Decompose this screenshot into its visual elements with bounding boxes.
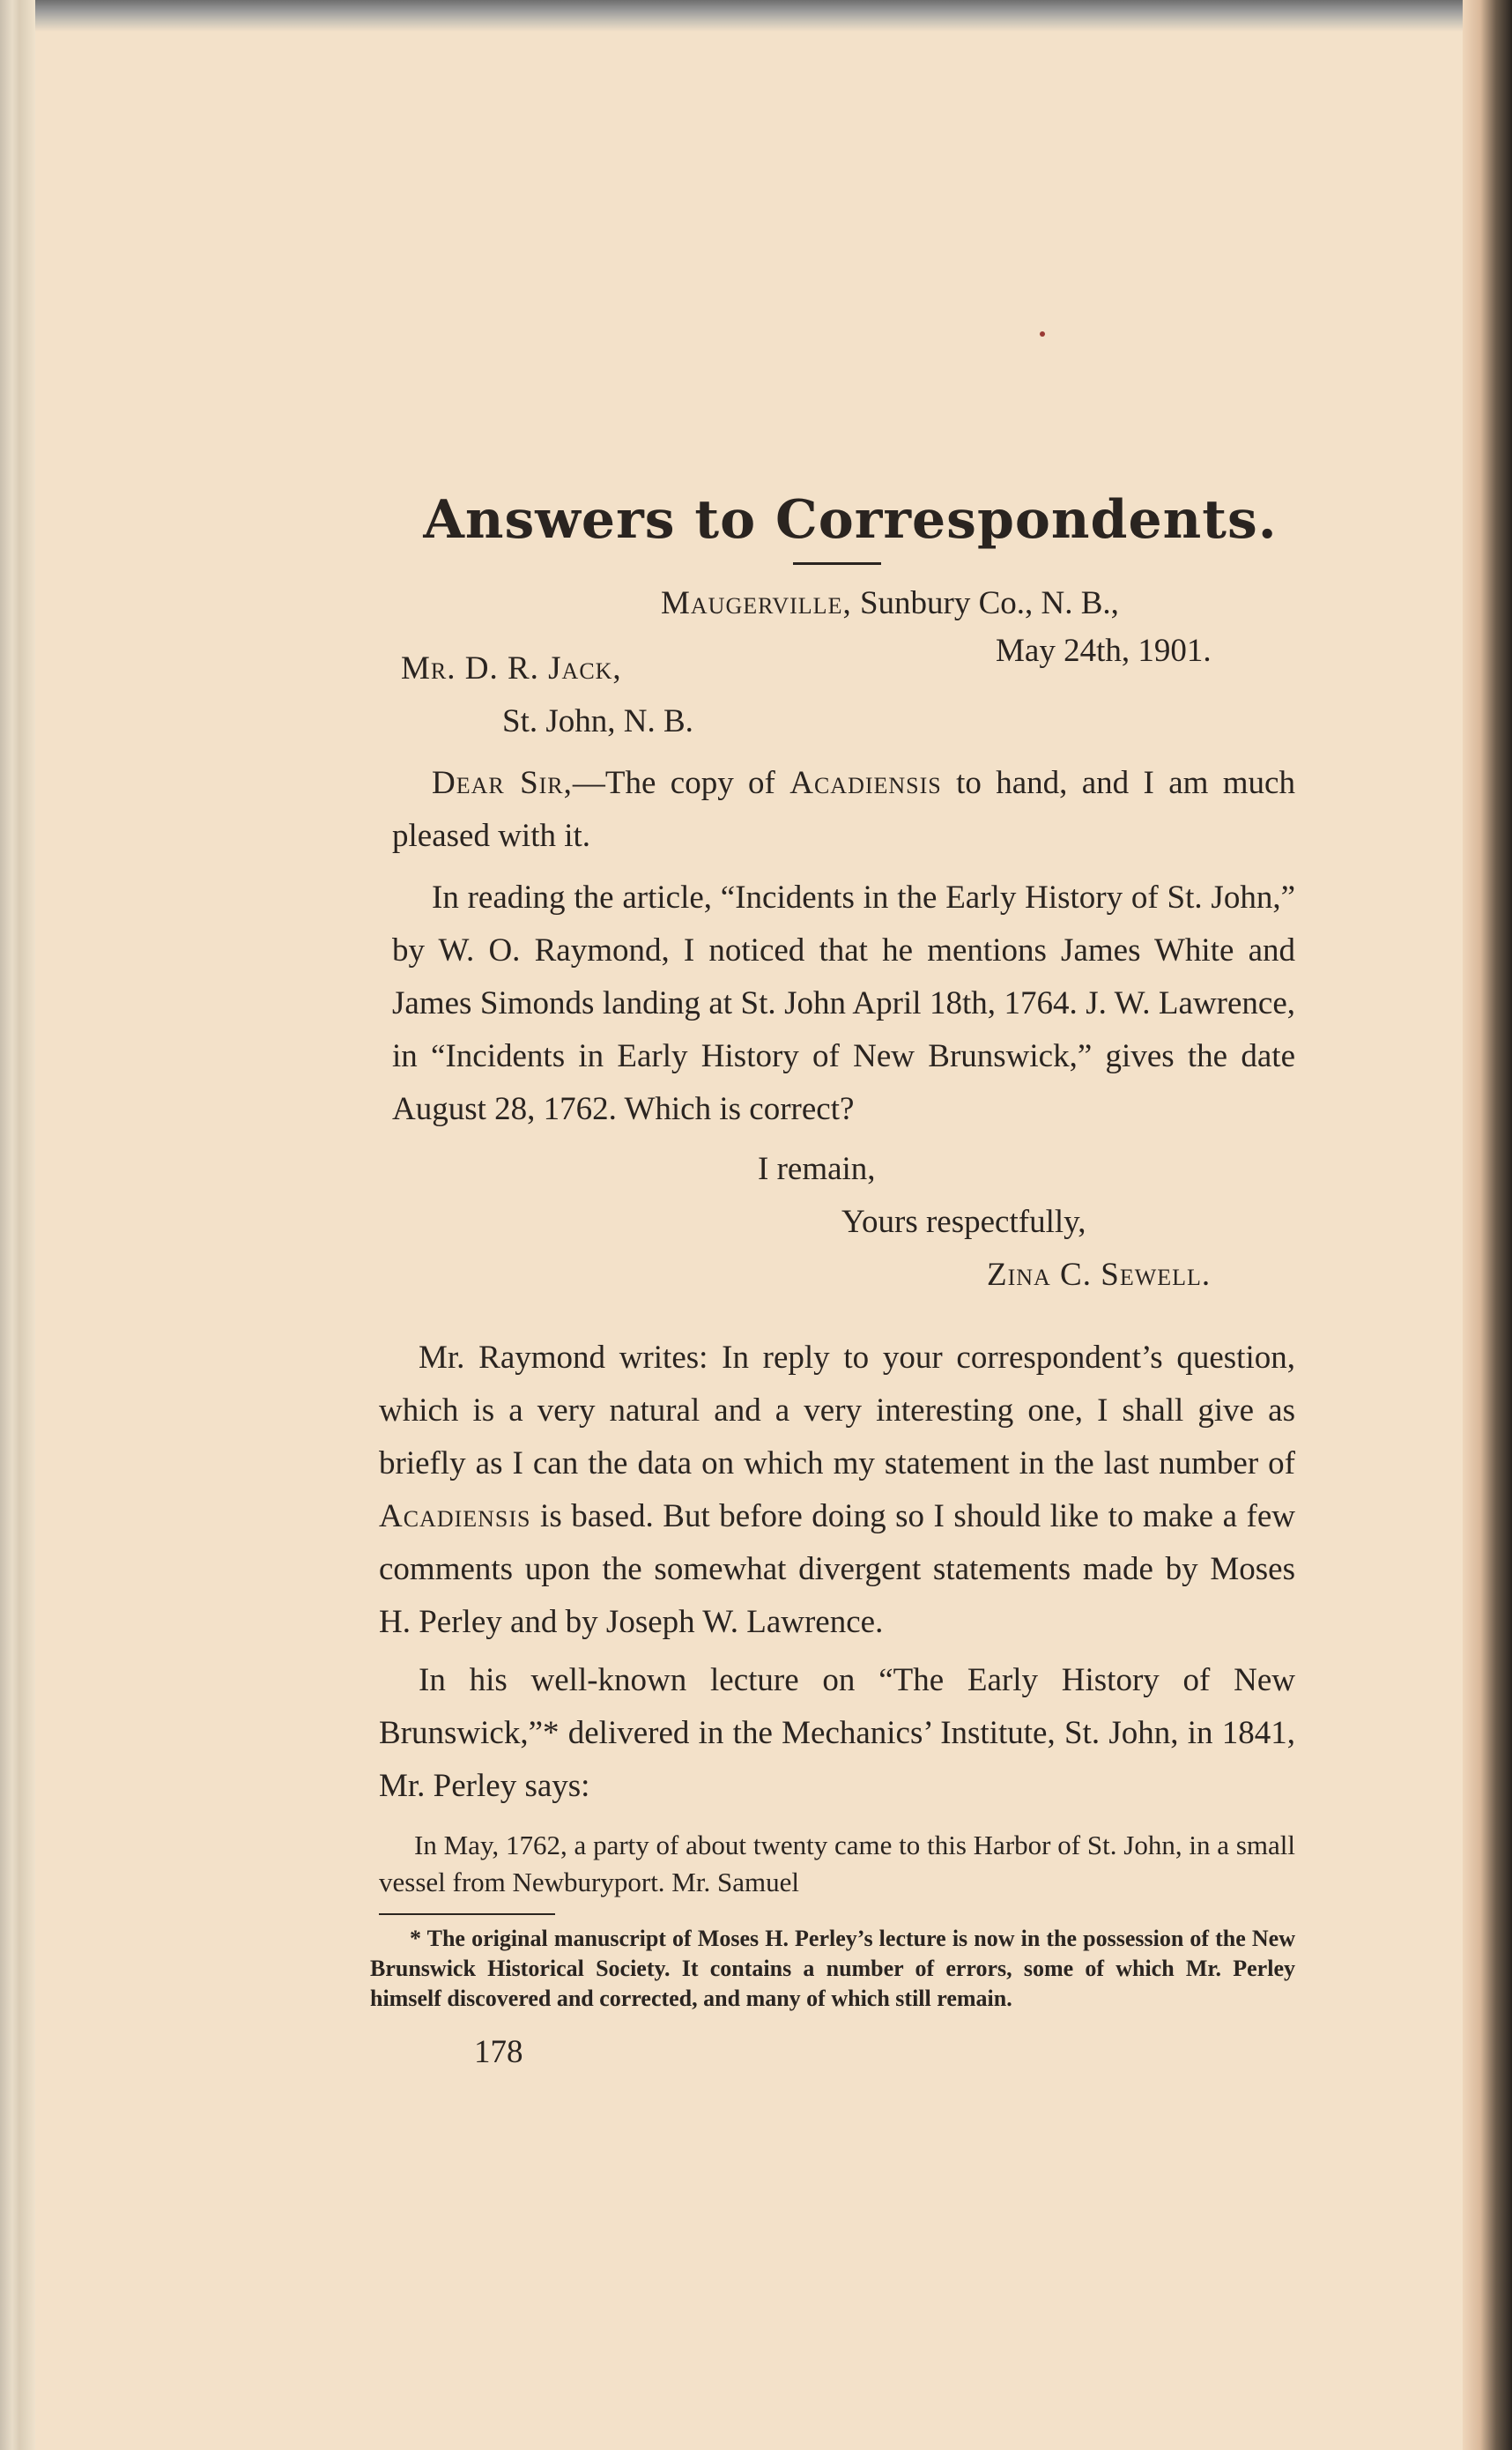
- footnote-rule: [379, 1913, 555, 1915]
- place-rest: Sunbury Co., N. B.,: [851, 585, 1119, 621]
- reply-p1-text-a: Mr. Raymond writes: In reply to your correspondent’s question, which is a very natural and a very interesting one, I shall give as briefly as I can the data on which my statement in the last number of: [379, 1340, 1295, 1481]
- book-left-edge: [0, 0, 35, 2450]
- page-title: Answers to Correspondents.: [423, 489, 1278, 551]
- letter-paragraph-1: [392, 757, 1295, 863]
- salutation: Dear Sir,: [432, 765, 573, 801]
- journal-name: Acadiensis: [789, 765, 942, 801]
- journal-name-2: Acadiensis: [379, 1498, 531, 1534]
- reply-p1-text-b: is based. But before doing so I should like to make a few comments upon the somewhat divergent statements made by Moses H. Perley and by Joseph W. Lawrence.: [379, 1498, 1295, 1640]
- place-name: Maugerville,: [661, 585, 852, 621]
- footnote: * The original manuscript of Moses H. Perley’s lecture is now in the possession of the New Brunswick Historical Society. It contains a number of errors, some of which Mr. Perley himself discovered and corrected, and many of which still remain.: [370, 1926, 1295, 2011]
- book-top-edge: [0, 0, 1512, 32]
- letter-date: May 24th, 1901.: [996, 633, 1212, 669]
- paper-speck: [1040, 331, 1045, 337]
- letter-p1-text-b: to hand, and I am much pleased with it.: [392, 765, 1295, 854]
- closing-line-2: Yours respectfully,: [841, 1204, 1086, 1240]
- closing-line-1: I remain,: [758, 1151, 876, 1187]
- signature: Zina C. Sewell.: [987, 1257, 1212, 1293]
- block-quote: In May, 1762, a party of about twenty came to this Harbor of St. John, in a small vessel from Newburyport. Mr. Samuel: [379, 1830, 1295, 1897]
- addressee-place: St. John, N. B.: [502, 703, 693, 739]
- reply-paragraph-1: [379, 1332, 1295, 1649]
- letter-place: [661, 577, 1295, 630]
- book-right-edge: [1463, 0, 1512, 2450]
- reply-paragraph-2: In his well-known lecture on “The Early History of New Brunswick,”* delivered in the Mechanics’ Institute, St. John, in 1841, Mr. Perley says:: [379, 1662, 1295, 1804]
- page-content: [370, 489, 1295, 2079]
- addressee-name: Mr. D. R. Jack,: [401, 650, 622, 687]
- page-number: 178: [474, 2034, 523, 2070]
- title-rule: [793, 562, 881, 565]
- letter-p1-text-a: —The copy of: [572, 765, 790, 801]
- letter-paragraph-2: In reading the article, “Incidents in the Early History of St. John,” by W. O. Raymond, I noticed that he mentions James White and James Simonds landing at St. John April 18th, 1764. J. W. Lawrence, in “Incidents in Early History of New Brunswick,” gives the date August 28, 1762. Which is correct?: [392, 880, 1295, 1127]
